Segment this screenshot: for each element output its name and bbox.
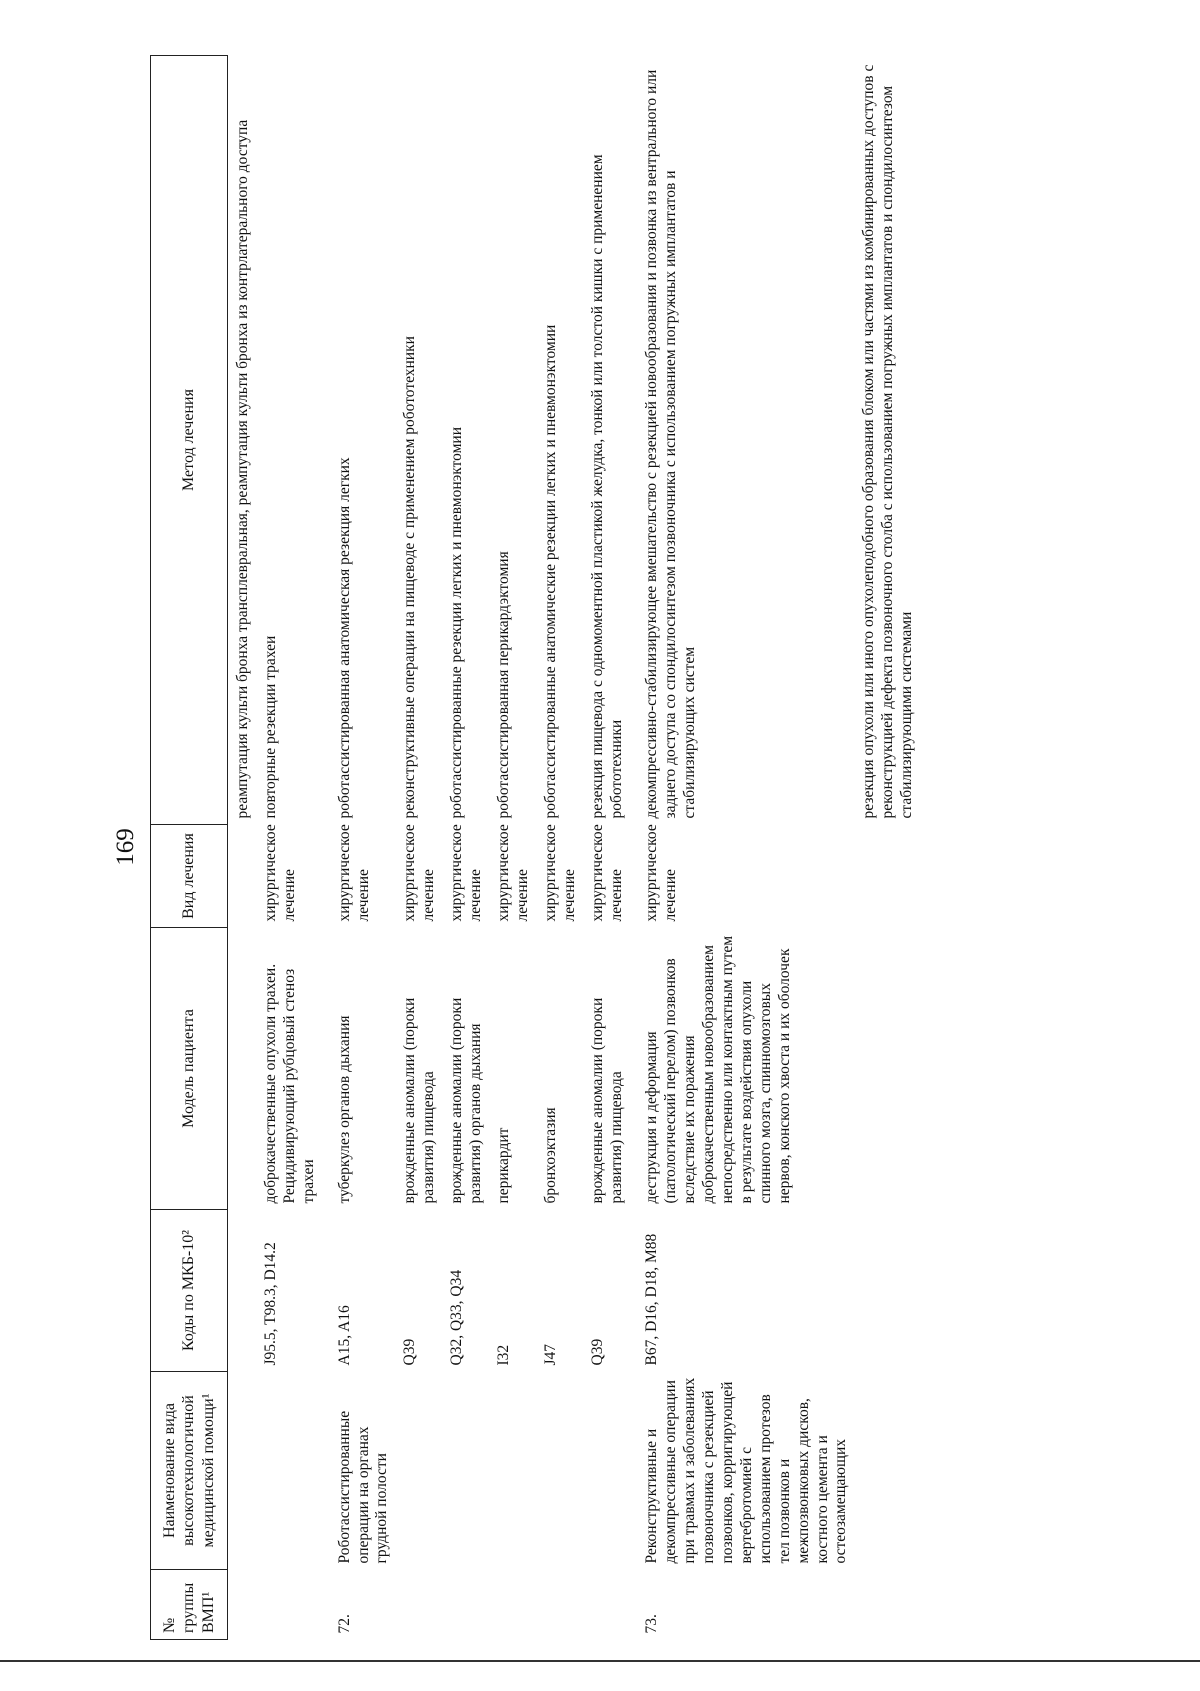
cell-codes: B67, D16, D18, M88 (643, 1233, 661, 1366)
cell-method: реконструктивные операции на пищеводе с применением робототехники (401, 336, 419, 819)
cell-codes (228, 1210, 256, 1372)
cell-num (256, 1570, 322, 1640)
cell-model (854, 928, 920, 1210)
cell-name (256, 1372, 322, 1570)
table-row (854, 56, 920, 1640)
cell-model: бронхоэктазия (541, 1107, 559, 1204)
header-num: № группы ВМП¹ (151, 1570, 228, 1640)
cell-num (489, 1570, 536, 1640)
cell-name (583, 1372, 630, 1570)
table-row (395, 56, 442, 1640)
header-codes: Коды по МКБ-10² (151, 1210, 228, 1372)
cell-name (228, 1372, 256, 1570)
cell-num: 73. (643, 1614, 661, 1634)
cell-method: резекция пищевода с одномоментной пластикой желудка, тонкой или толстой кишки с применением робототехники (588, 154, 625, 819)
cell-codes: A15, A16 (335, 1305, 353, 1366)
cell-name (395, 1372, 442, 1570)
header-type: Вид лечения (151, 825, 228, 928)
cell-method: декомпрессивно-стабилизирующее вмешательство с резекцией новообразования и позвонка из вентрального или заднего доступа со спондилосинтезом позвоночника с использованием погружных имплантатов и стабилизирующих систем (643, 69, 699, 819)
cell-codes: J47 (541, 1343, 559, 1366)
cell-model (228, 928, 256, 1210)
table-row (442, 56, 489, 1640)
table-row (322, 56, 396, 1640)
cell-method: роботассистированная перикардэктомия (494, 551, 512, 819)
table-row (228, 56, 256, 1640)
cell-model: врожденные аномалии (пороки развития) органов дыхания (448, 997, 485, 1204)
cell-method: повторные резекции трахеи (261, 635, 279, 819)
cell-type: хирургическое лечение (335, 824, 372, 922)
cell-type: хирургическое лечение (588, 824, 625, 922)
cell-num (536, 1570, 583, 1640)
cell-num (854, 1570, 920, 1640)
cell-type: хирургическое лечение (261, 824, 298, 922)
cell-type: хирургическое лечение (448, 824, 485, 922)
bottom-rule (0, 1660, 1200, 1662)
cell-num (583, 1570, 630, 1640)
table-row (536, 56, 583, 1640)
cell-type: хирургическое лечение (494, 824, 531, 922)
table-header (151, 56, 228, 1640)
cell-method: реампутация культи бронха трансплевральная, реампутация культи бронха из контрлатерального доступа (234, 119, 251, 819)
cell-model: туберкулез органов дыхания (335, 1015, 353, 1204)
cell-codes: I32 (494, 1344, 512, 1366)
cell-type: хирургическое лечение (401, 824, 438, 922)
cell-num: 72. (335, 1614, 353, 1634)
cell-name: Реконструктивные и декомпрессивные операции при травмах и заболеваниях позвоночника с резекцией позвонков, корригирующей вертебротомией с использованием протезов тел позвонков и межпозвонковых дисков, костного цемента и остеозамещающих (643, 1377, 850, 1564)
cell-codes: Q32, Q33, Q34 (448, 1269, 466, 1366)
table-row (629, 56, 854, 1640)
cell-method: роботассистированная анатомическая резекция легких (335, 457, 353, 819)
cell-method: роботассистированные анатомические резекции легких и пневмонэктомии (541, 324, 559, 819)
cell-name: Роботассистированные операции на органах грудной полости (335, 1410, 391, 1564)
cell-type (854, 825, 920, 928)
treatment-table (150, 55, 920, 1640)
cell-name (442, 1372, 489, 1570)
header-model: Модель пациента (151, 928, 228, 1210)
table-row (256, 56, 322, 1640)
cell-model: доброкачественные опухоли трахеи. Рецидивирующий рубцовый стеноз трахеи (261, 963, 317, 1204)
table-row (583, 56, 630, 1640)
cell-name (854, 1372, 920, 1570)
cell-model: деструкция и деформация (патологический перелом) позвонков вследствие их поражения доброкачественным новообразованием непосредственно или контактным путем в результате воздействия опухоли спинного мозга, спинномозговых нервов, конского хвоста и их оболочек (643, 935, 793, 1204)
cell-model: врожденные аномалии (пороки развития) пищевода (401, 997, 438, 1204)
cell-type: хирургическое лечение (541, 824, 578, 922)
cell-type: хирургическое лечение (643, 824, 680, 922)
cell-name (489, 1372, 536, 1570)
cell-codes: Q39 (401, 1338, 419, 1366)
cell-codes: Q39 (588, 1338, 606, 1366)
cell-codes (854, 1210, 920, 1372)
cell-name (536, 1372, 583, 1570)
header-name: Наименование вида высокотехнологичной медицинской помощи¹ (151, 1372, 228, 1570)
page-number: 169 (112, 828, 139, 866)
cell-method: резекция опухоли или иного опухолеподобного образования блоком или частями из комбинированных доступов с реконструкцией дефекта позвоночного столба с использованием погружных имплантатов и спондилосинтезом стабилизирующими системами (860, 64, 916, 819)
cell-model: перикардит (494, 1127, 512, 1204)
cell-model: врожденные аномалии (пороки развития) пищевода (588, 997, 625, 1204)
cell-codes: J95.5, T98.3, D14.2 (261, 1242, 279, 1366)
cell-method: роботассистированные резекции легких и пневмонэктомии (448, 426, 466, 819)
cell-num (395, 1570, 442, 1640)
header-method: Метод лечения (151, 56, 228, 825)
table-row (489, 56, 536, 1640)
rotated-page (150, 55, 1070, 1640)
cell-type (228, 825, 256, 928)
cell-num (228, 1570, 256, 1640)
cell-num (442, 1570, 489, 1640)
